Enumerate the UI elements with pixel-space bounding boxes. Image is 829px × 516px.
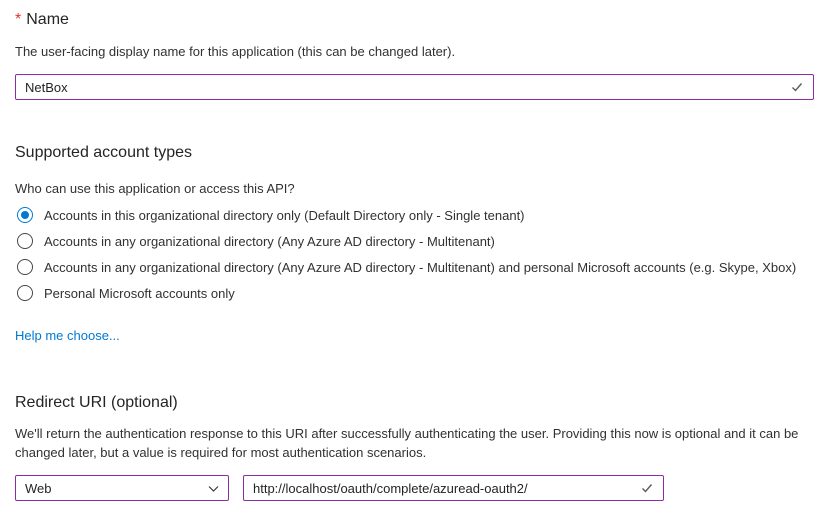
account-types-question: Who can use this application or access this API? [15,181,295,196]
radio-option-personal-only[interactable] [15,280,814,306]
platform-select[interactable] [15,475,229,501]
name-section-title [15,10,814,30]
redirect-uri-row [15,475,814,501]
chevron-down-icon[interactable] [206,481,220,495]
name-hint: The user-facing display name for this application (this can be changed later). [15,44,456,59]
name-input[interactable] [16,75,813,99]
radio-option-label[interactable]: Personal Microsoft accounts only [44,285,235,301]
name-input-box [15,74,814,100]
required-asterisk: * [15,11,22,28]
help-me-choose-link[interactable]: Help me choose... [15,328,120,343]
radio-button-icon[interactable] [17,233,33,249]
radio-button-icon[interactable] [17,285,33,301]
valid-check-icon [789,79,805,95]
account-types-radio-group [15,202,814,306]
radio-button-icon[interactable] [17,259,33,275]
radio-option-multitenant[interactable] [15,228,814,254]
radio-button-icon[interactable] [17,207,33,223]
radio-option-label[interactable]: Accounts in this organizational directory only (Default Directory only - Single tenant) [44,207,525,223]
redirect-uri-input-box [243,475,664,501]
platform-select-value: Web [25,480,52,496]
name-title-text: Name [26,11,69,28]
radio-option-label[interactable]: Accounts in any organizational directory (Any Azure AD directory - Multitenant) [44,233,495,249]
redirect-uri-input[interactable] [244,476,663,500]
redirect-uri-title: Redirect URI (optional) [15,394,178,411]
redirect-uri-hint: We'll return the authentication response to this URI after successfully authenticating the user. Providing this now is optional and it can be changed later, but a value is required for most authentication scenarios. [15,426,799,460]
radio-option-multitenant-personal[interactable] [15,254,814,280]
valid-check-icon [639,480,655,496]
radio-option-label[interactable]: Accounts in any organizational directory (Any Azure AD directory - Multitenant) and personal Microsoft accounts (e.g. Skype, Xbox) [44,259,797,275]
account-types-title: Supported account types [15,144,193,161]
radio-option-single-tenant[interactable] [15,202,814,228]
